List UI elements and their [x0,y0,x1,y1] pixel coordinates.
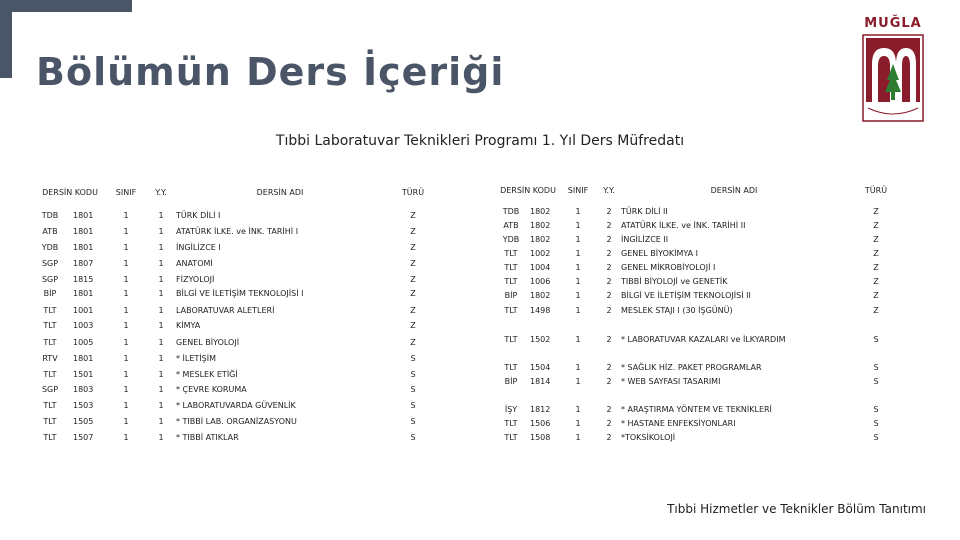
course-type: Z [410,227,416,236]
course-class: 1 [575,291,581,300]
course-prefix: TLT [504,306,518,315]
course-name: İNGİLİZCE II [621,235,669,244]
corner-accent-left [0,0,12,78]
course-prefix: TLT [504,363,518,372]
course-prefix: İŞY [504,405,518,414]
course-semester: 2 [606,433,612,442]
course-semester: 2 [606,419,612,428]
course-prefix: TLT [43,370,57,379]
course-prefix: SGP [41,385,59,394]
course-number: 1001 [73,306,94,315]
course-name: TIBBİ BİYOLOJİ ve GENETİK [621,277,728,286]
header-kod: DERSİN KODU [500,186,556,195]
course-type: Z [873,306,879,315]
course-class: 1 [575,419,581,428]
course-type: S [873,377,879,386]
course-number: 1002 [530,249,551,258]
course-number: 1801 [73,211,94,220]
course-type: Z [873,235,879,244]
course-name: * HASTANE ENFEKSİYONLARI [621,419,736,428]
course-number: 1815 [73,275,94,284]
header-yy: Y.Y. [155,188,167,197]
course-prefix: BİP [43,289,57,298]
course-type: Z [410,275,416,284]
course-semester: 2 [606,377,612,386]
course-type: Z [410,321,416,330]
course-class: 1 [123,433,129,442]
course-prefix: TLT [43,433,57,442]
course-prefix: RTV [42,354,58,363]
course-type: S [873,335,879,344]
course-number: 1801 [73,227,94,236]
course-class: 1 [575,306,581,315]
course-type: Z [873,221,879,230]
header-sinif: SINIF [115,188,137,197]
course-semester: 1 [158,321,164,330]
course-semester: 2 [606,249,612,258]
course-prefix: BİP [504,291,518,300]
course-prefix: TLT [504,433,518,442]
course-prefix: TLT [504,249,518,258]
course-number: 1802 [530,221,551,230]
course-type: S [410,385,416,394]
course-prefix: TLT [504,419,518,428]
course-semester: 1 [158,338,164,347]
course-type: S [410,417,416,426]
course-class: 1 [123,227,129,236]
course-class: 1 [575,207,581,216]
course-type: S [873,433,879,442]
course-class: 1 [575,377,581,386]
course-name: * TIBBİ ATIKLAR [176,433,239,442]
course-prefix: TLT [504,263,518,272]
course-type: Z [410,306,416,315]
course-number: 1503 [73,401,94,410]
course-number: 1802 [530,235,551,244]
course-prefix: TLT [43,417,57,426]
course-name: GENEL BİYOKİMYA I [621,249,699,258]
course-number: 1505 [73,417,94,426]
course-class: 1 [575,277,581,286]
corner-accent-top [0,0,132,12]
course-semester: 1 [158,370,164,379]
course-name: KİMYA [176,321,201,330]
course-semester: 2 [606,235,612,244]
course-class: 1 [575,405,581,414]
course-number: 1803 [73,385,94,394]
course-type: S [873,363,879,372]
course-number: 1802 [530,207,551,216]
curriculum-subtitle: Tıbbi Laboratuvar Teknikleri Programı 1. Yıl Ders Müfredatı [275,133,685,149]
course-name: * ARAŞTIRMA YÖNTEM VE TEKNİKLERİ [621,405,772,414]
course-semester: 1 [158,417,164,426]
course-name: ATATÜRK İLKE. ve İNK. TARİHİ II [621,221,746,230]
course-name: *TOKSİKOLOJİ [621,433,676,442]
course-number: 1501 [73,370,94,379]
course-number: 1802 [530,291,551,300]
course-class: 1 [575,249,581,258]
course-semester: 1 [158,227,164,236]
course-prefix: SGP [41,275,59,284]
course-type: Z [410,243,416,252]
course-prefix: ATB [503,221,519,230]
course-class: 1 [123,385,129,394]
course-class: 1 [123,354,129,363]
course-type: Z [873,207,879,216]
course-type: S [410,370,416,379]
course-class: 1 [575,235,581,244]
course-number: 1004 [530,263,551,272]
course-type: Z [873,249,879,258]
course-name: * İLETİŞİM [176,354,216,363]
course-name: GENEL MİKROBİYOLOJİ I [621,263,716,272]
course-class: 1 [575,263,581,272]
course-type: S [410,433,416,442]
course-semester: 1 [158,259,164,268]
course-class: 1 [575,433,581,442]
course-type: S [410,401,416,410]
course-name: LABORATUVAR ALETLERİ [176,306,275,315]
course-prefix: TLT [43,306,57,315]
course-type: Z [873,291,879,300]
course-class: 1 [575,363,581,372]
course-name: TÜRK DİLİ II [621,207,668,216]
course-prefix: YDB [41,243,59,252]
course-class: 1 [575,221,581,230]
course-class: 1 [123,211,129,220]
university-logo [858,16,928,126]
course-type: Z [410,211,416,220]
course-number: 1003 [73,321,94,330]
logo-text: MUĞLA [864,16,922,31]
course-number: 1005 [73,338,94,347]
course-type: Z [410,338,416,347]
course-number: 1807 [73,259,94,268]
course-class: 1 [123,321,129,330]
course-semester: 1 [158,401,164,410]
course-class: 1 [123,289,129,298]
course-name: MESLEK STAJI I (30 İŞGÜNÜ) [621,306,733,315]
course-semester: 1 [158,354,164,363]
header-kod: DERSİN KODU [42,188,98,197]
course-semester: 1 [158,433,164,442]
course-prefix: TDB [502,207,520,216]
course-name: ANATOMİ [176,259,213,268]
course-number: 1801 [73,289,94,298]
course-class: 1 [123,243,129,252]
course-name: * LABORATUVARDA GÜVENLİK [176,401,296,410]
course-class: 1 [575,335,581,344]
course-semester: 2 [606,207,612,216]
course-semester: 1 [158,289,164,298]
course-prefix: TLT [43,338,57,347]
course-semester: 2 [606,405,612,414]
course-prefix: TLT [504,277,518,286]
course-semester: 2 [606,306,612,315]
course-semester: 2 [606,363,612,372]
course-type: Z [410,289,416,298]
course-semester: 2 [606,263,612,272]
header-tur: TÜRÜ [864,186,888,195]
course-prefix: SGP [41,259,59,268]
course-semester: 1 [158,243,164,252]
course-name: * TIBBİ LAB. ORGANİZASYONU [176,417,297,426]
course-name: İNGİLİZCE I [176,243,221,252]
header-ad: DERSİN ADI [256,188,304,197]
course-semester: 2 [606,221,612,230]
course-semester: 2 [606,277,612,286]
course-number: 1006 [530,277,551,286]
course-semester: 2 [606,335,612,344]
course-name: * WEB SAYFASI TASARIMI [621,377,721,386]
course-type: Z [873,277,879,286]
course-semester: 1 [158,275,164,284]
course-name: ATATÜRK İLKE. ve İNK. TARİHİ I [176,227,299,236]
course-prefix: TLT [43,401,57,410]
course-name: * LABORATUVAR KAZALARI ve İLKYARDIM [621,335,786,344]
page-title: Bölümün Ders İçeriği [36,50,505,94]
header-tur: TÜRÜ [401,188,425,197]
course-number: 1507 [73,433,94,442]
course-number: 1504 [530,363,551,372]
course-number: 1508 [530,433,551,442]
header-ad: DERSİN ADI [710,186,758,195]
course-prefix: YDB [502,235,520,244]
course-number: 1498 [530,306,551,315]
course-prefix: TLT [43,321,57,330]
course-class: 1 [123,306,129,315]
course-number: 1502 [530,335,551,344]
course-prefix: TLT [504,335,518,344]
course-name: FİZYOLOJİ [176,275,215,284]
course-type: S [873,405,879,414]
course-type: Z [873,263,879,272]
course-number: 1814 [530,377,551,386]
course-semester: 1 [158,306,164,315]
course-prefix: ATB [42,227,58,236]
course-type: Z [410,259,416,268]
course-class: 1 [123,401,129,410]
course-number: 1506 [530,419,551,428]
course-class: 1 [123,417,129,426]
course-number: 1801 [73,243,94,252]
course-number: 1801 [73,354,94,363]
course-class: 1 [123,275,129,284]
course-name: * SAĞLIK HİZ. PAKET PROGRAMLAR [621,363,762,372]
course-name: * ÇEVRE KORUMA [176,385,247,394]
course-class: 1 [123,259,129,268]
course-name: GENEL BİYOLOJİ [176,338,240,347]
course-prefix: BİP [504,377,518,386]
course-name: * MESLEK ETİĞİ [176,370,238,379]
course-semester: 2 [606,291,612,300]
course-type: S [873,419,879,428]
header-sinif: SINIF [567,186,589,195]
course-class: 1 [123,370,129,379]
course-prefix: TDB [41,211,59,220]
course-type: S [410,354,416,363]
course-number: 1812 [530,405,551,414]
course-name: TÜRK DİLİ I [176,211,221,220]
course-name: BİLGİ VE İLETİŞİM TEKNOLOJİSİ II [621,291,751,300]
header-yy: Y.Y. [603,186,615,195]
course-semester: 1 [158,211,164,220]
logo-emblem-icon [862,34,924,122]
footer-text: Tıbbi Hizmetler ve Teknikler Bölüm Tanıtımı [667,502,926,516]
course-class: 1 [123,338,129,347]
course-name: BİLGİ VE İLETİŞİM TEKNOLOJİSİ I [176,289,304,298]
course-semester: 1 [158,385,164,394]
